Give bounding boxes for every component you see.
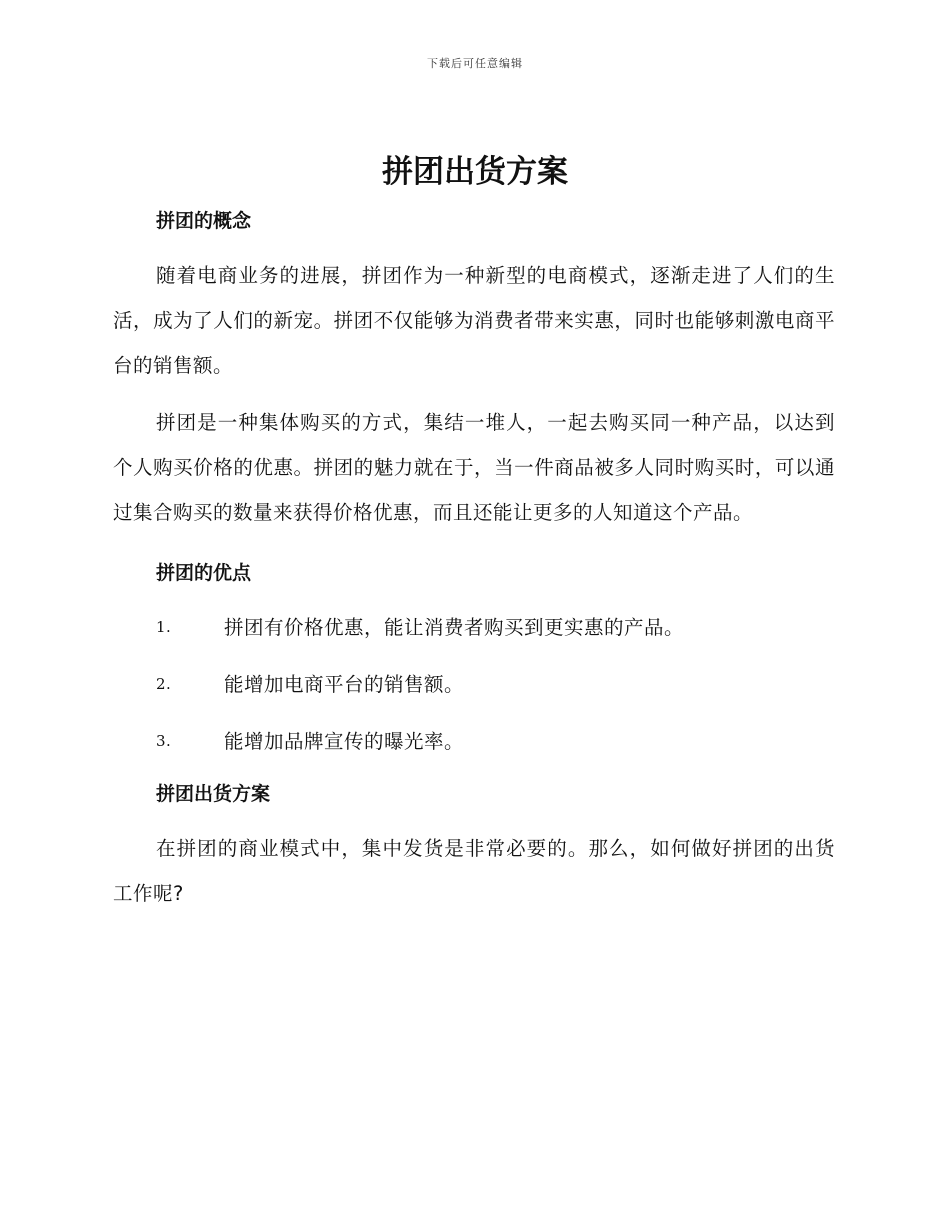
paragraph: 拼团是一种集体购买的方式，集结一堆人，一起去购买同一种产品，以达到个人购买价格的优惠。拼团的魅力就在于，当一件商品被多人同时购买时，可以通过集合购买的数量来获得价格优惠，而且还能让更多的人知道这个产品。	[113, 411, 835, 524]
paragraph: 随着电商业务的进展，拼团作为一种新型的电商模式，逐渐走进了人们的生活，成为了人们的新宠。拼团不仅能够为消费者带来实惠，同时也能够刺激电商平台的销售额。	[113, 264, 835, 377]
list-item-text: 能增加品牌宣传的曝光率。	[224, 730, 465, 753]
list-item	[113, 656, 835, 713]
document-body	[113, 203, 835, 916]
list-number: 3.	[156, 732, 172, 750]
header-note: 下载后可任意编辑	[427, 57, 523, 70]
list-item	[113, 599, 835, 656]
section-heading-shipping-plan: 拼团出货方案	[156, 783, 271, 805]
list-number: 2.	[156, 675, 172, 693]
list-number: 1.	[156, 618, 172, 636]
paragraph: 在拼团的商业模式中，集中发货是非常必要的。那么，如何做好拼团的出货工作呢?	[113, 837, 835, 905]
document-title: 拼团出货方案	[382, 154, 568, 190]
list-item	[113, 713, 835, 770]
list-item-text: 能增加电商平台的销售额。	[224, 673, 465, 696]
advantages-list	[113, 599, 835, 770]
section-heading-advantages: 拼团的优点	[156, 562, 252, 584]
list-item-text: 拼团有价格优惠，能让消费者购买到更实惠的产品。	[224, 616, 685, 639]
section-heading-concept: 拼团的概念	[156, 210, 252, 232]
